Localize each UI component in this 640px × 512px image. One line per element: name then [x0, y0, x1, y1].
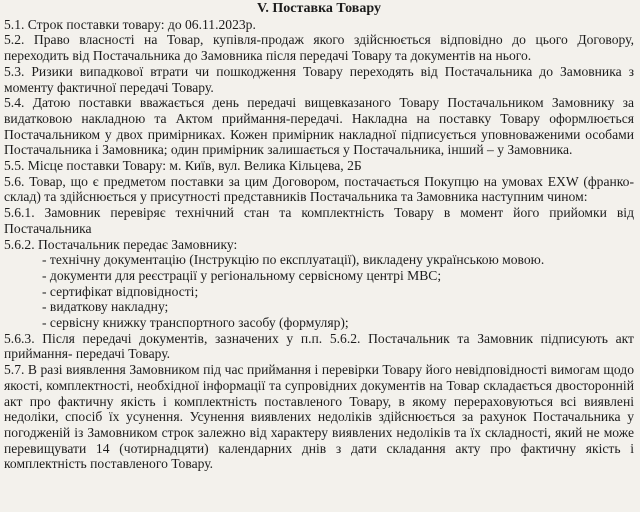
list-item: - технічну документацію (Інструкцію по експлуатації), викладену українською мовою. [42, 252, 545, 268]
section-title: V. Поставка Товару [257, 1, 381, 16]
list-item: - видаткову накладну; [42, 299, 169, 315]
clause-5-7: 5.7. В разі виявлення Замовником під час приймання і перевірки Товару його невідповідності вимогам щодо якості, комплектності, необхідної інформації та супровідних документів на Товар складається двосторонній акт про фактичну якість і комплектність поставленого Товару, в якому перераховуються всі виявлені недоліки, спосіб їх усунення. Усунення виявлених недоліків здійснюється за рахунок Постачальника у погодженій із Замовником строк залежно від характеру виявлених недоліків та їх складності, який не може перевищувати 14 (чотирнадцяти) календарних днів з дати складання акту про фактичну якість і комплектність поставленого Товару. [4, 362, 634, 472]
clause-5-6-1: 5.6.1. Замовник перевіряє технічний стан та комплектність Товару в момент його прийомки від Постачальника [4, 205, 634, 236]
clause-5-1: 5.1. Строк поставки товару: до 06.11.2023р. [4, 16, 256, 32]
clause-5-5: 5.5. Місце поставки Товару: м. Київ, вул. Велика Кільцева, 2Б [4, 158, 362, 174]
list-item: - документи для реєстрації у регіональному сервісному центрі МВС; [42, 267, 442, 283]
clause-5-6: 5.6. Товар, що є предметом поставки за цим Договором, постачається Покупцю на умовах EXW (франко-склад) та здійснюється у присутності представників Постачальника та Замовника наступним чином: [4, 173, 634, 205]
list-item: - сертифікат відповідності; [42, 283, 199, 299]
clause-5-6-3: 5.6.3. Після передачі документів, зазначених у п.п. 5.6.2. Постачальник та Замовник підписують акт приймання- передачі Товару. [4, 330, 634, 362]
clause-5-3: 5.3. Ризики випадкової втрати чи пошкодження Товару переходять від Постачальника до Замовника з моменту фактичної передачі Товару. [4, 63, 634, 95]
clause-5-4: 5.4. Датою поставки вважається день передачі вищевказаного Товару Постачальником Замовнику за видатковою накладною та Актом приймання-передачі. Накладна на поставку Товару оформлюється Постачальником у двох примірниках. Кожен примірник накладної підписується уповноваженими особами Постачальника і Замовника; один примірник залишається у Постачальника, інший – у Замовника. [4, 95, 634, 158]
clause-5-2: 5.2. Право власності на Товар, купівля-продаж якого здійснюється відповідно до цього Договору, переходить від Постачальника до Замовника після передачі Товару та документів на нього. [4, 32, 634, 64]
documents-list [4, 252, 634, 331]
clause-5-6-2: 5.6.2. Постачальник передає Замовнику: [4, 236, 238, 252]
list-item: - сервісну книжку транспортного засобу (формуляр); [42, 315, 349, 331]
